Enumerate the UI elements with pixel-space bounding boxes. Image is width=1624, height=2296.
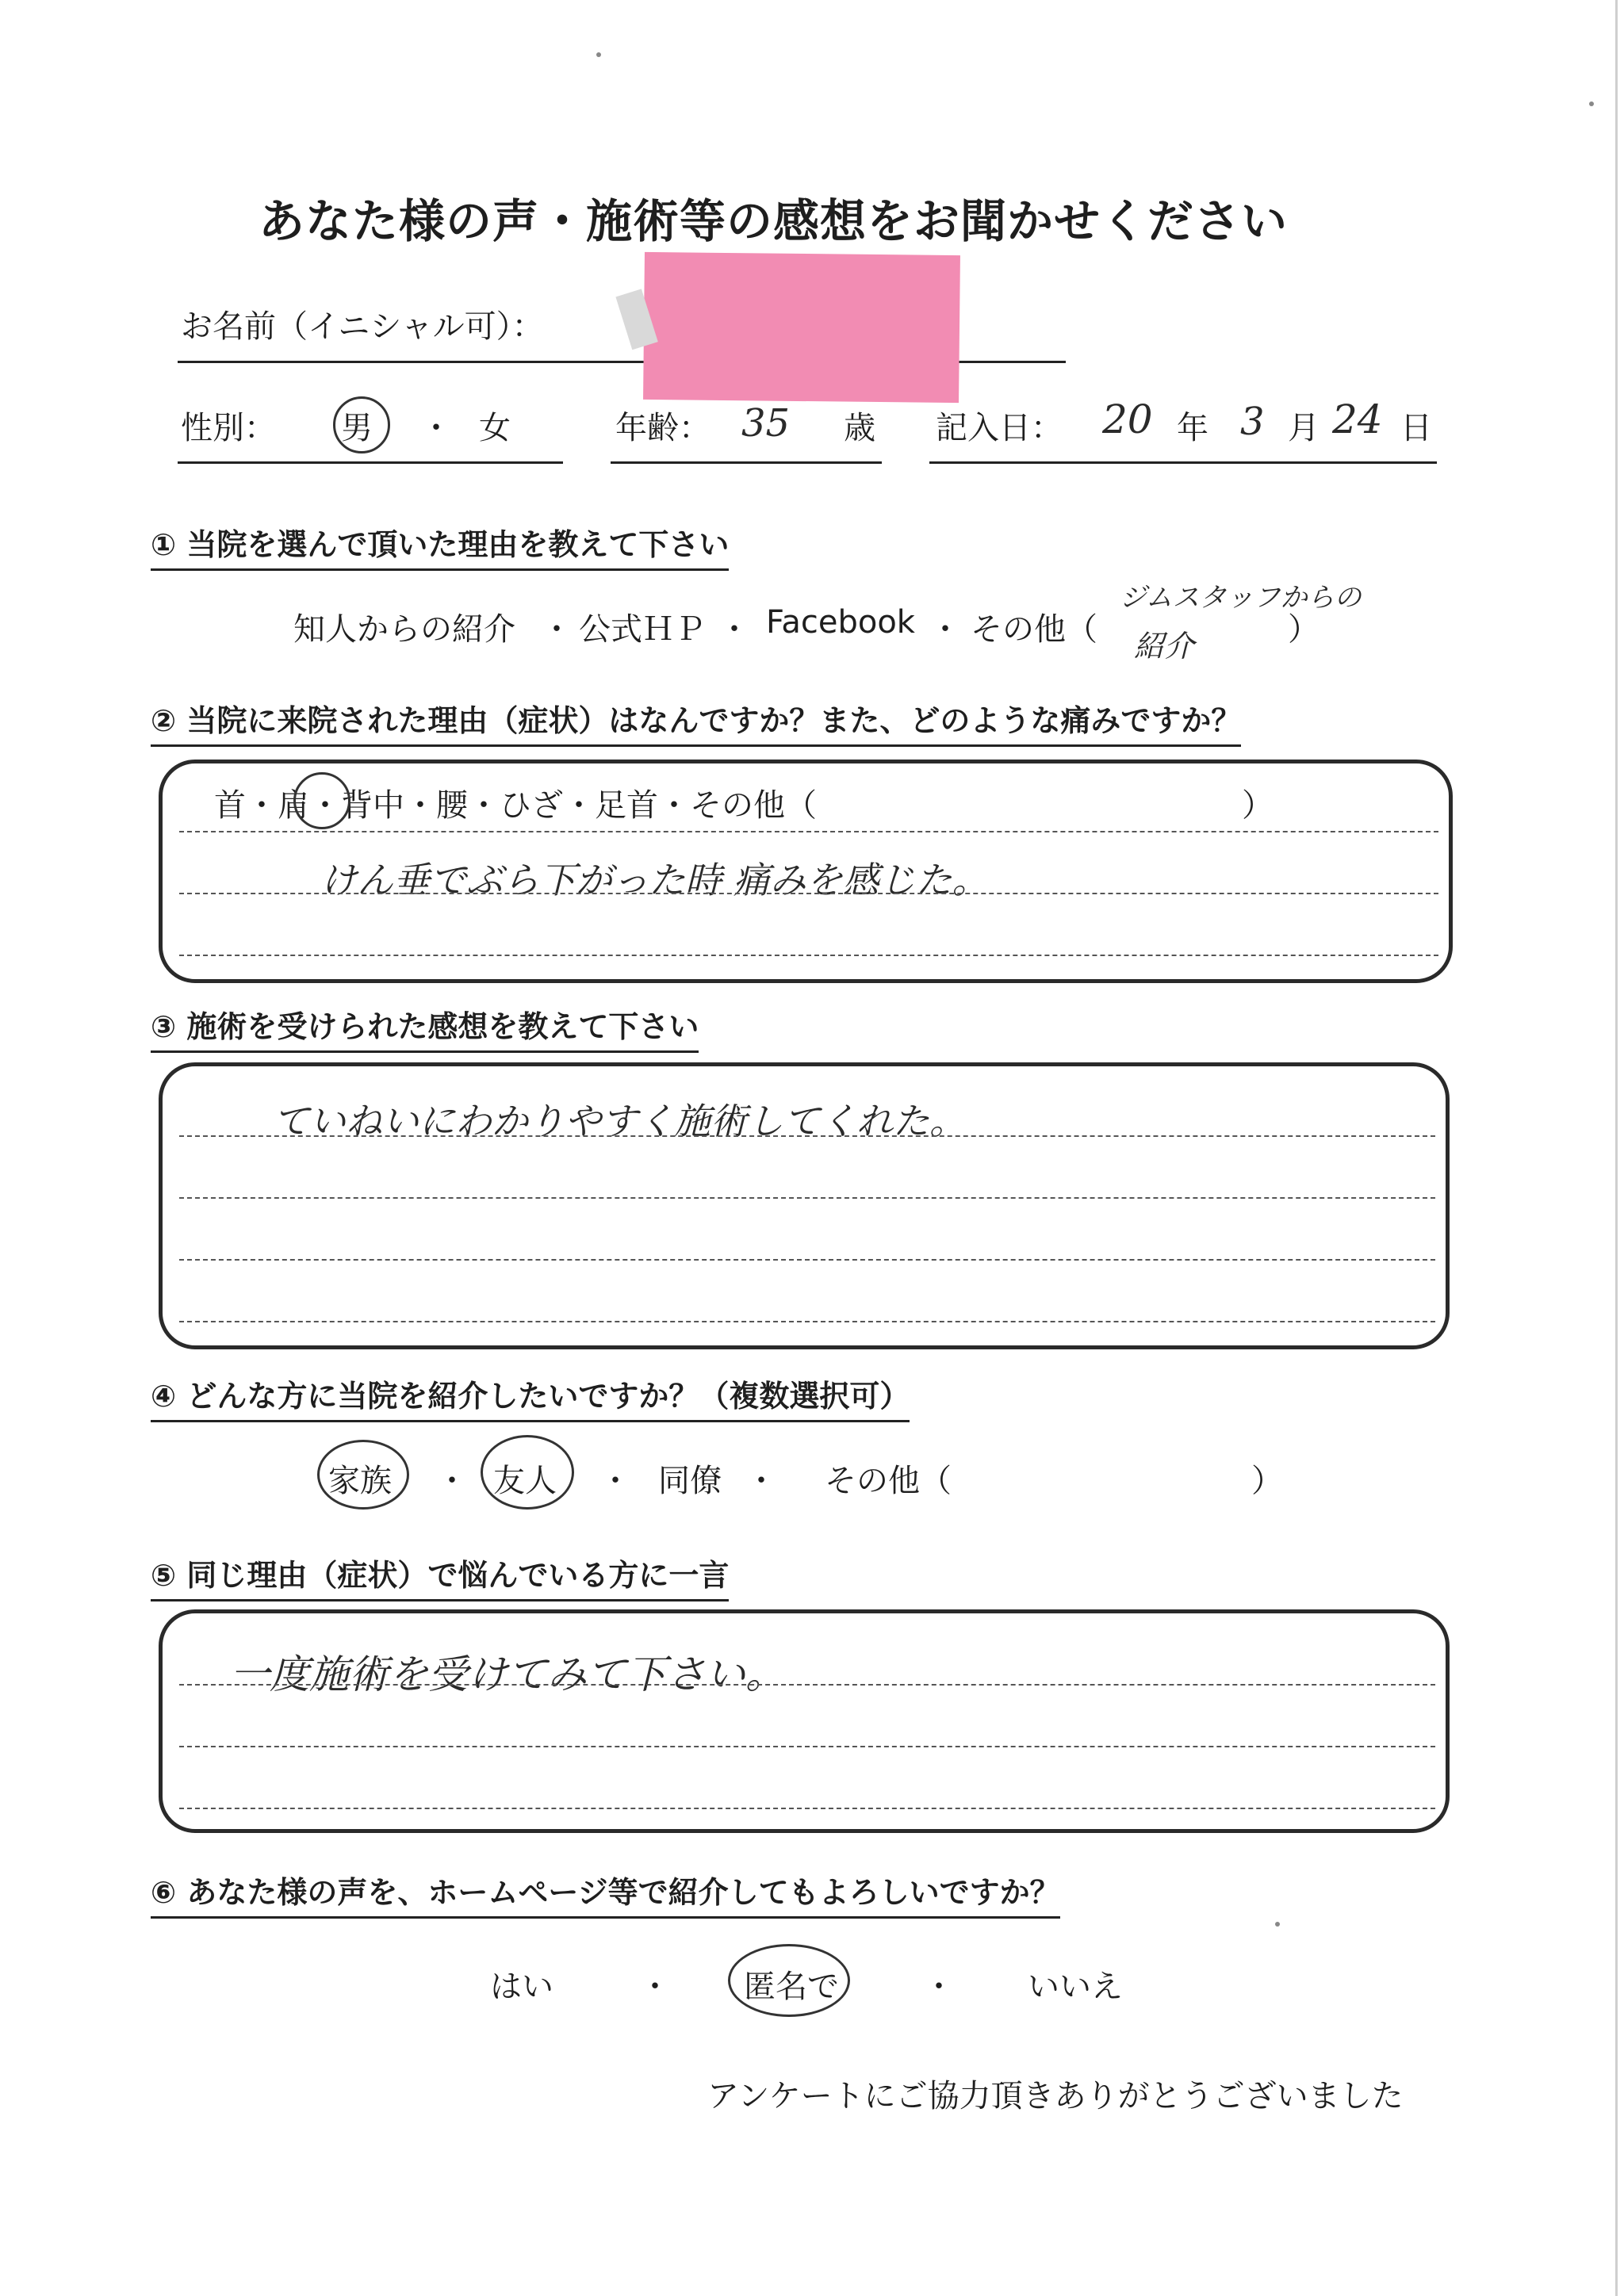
gender-underline — [178, 461, 563, 464]
q4-option-colleague: 同僚 — [658, 1463, 722, 1499]
scan-speck — [596, 52, 601, 57]
q1-option-website: 公式ＨＰ — [579, 611, 706, 648]
q3-line — [179, 1259, 1435, 1261]
date-day-unit: 日 — [1400, 410, 1432, 446]
gender-label: 性別： — [181, 410, 276, 446]
q6-option-no: いいえ — [1028, 1969, 1123, 2005]
q2-symptom-options: 首・肩・背中・腰・ひざ・足首・その他（ — [214, 787, 817, 824]
q5-line — [179, 1684, 1435, 1686]
gender-separator: ・ — [420, 410, 452, 446]
q3-answer: ていねいにわかりやすく施術してくれた。 — [273, 1100, 966, 1142]
q1-heading: ① 当院を選んで頂いた理由を教えて下さい — [151, 520, 729, 571]
scan-speck — [1275, 1922, 1280, 1927]
gender-female: 女 — [479, 410, 511, 446]
privacy-sticker — [643, 252, 960, 403]
q2-shoulder-circle — [293, 772, 350, 829]
age-value: 35 — [741, 401, 791, 446]
name-label: お名前（イニシャル可）： — [181, 308, 544, 345]
q1-option-facebook: Facebook — [766, 604, 915, 641]
q4-friend-circle — [481, 1435, 574, 1510]
date-month: 3 — [1240, 400, 1265, 444]
sticker-tab — [615, 289, 657, 350]
q3-line — [179, 1197, 1435, 1199]
q6-heading: ⑥ あなた様の声を、ホームページ等で紹介してもよろしいですか？ — [151, 1868, 1060, 1919]
q1-separator: ・ — [541, 611, 573, 648]
q2-line — [179, 893, 1438, 894]
q3-line — [179, 1135, 1435, 1137]
q2-line — [179, 955, 1438, 956]
q1-other-handwriting-line2: 紹介 — [1134, 629, 1195, 664]
q1-other-close: ） — [1288, 611, 1320, 648]
q6-separator: ・ — [923, 1969, 955, 2005]
q6-separator: ・ — [639, 1969, 671, 2005]
q4-other-close: ） — [1251, 1463, 1283, 1499]
date-month-unit: 月 — [1288, 410, 1320, 446]
q4-option-family: 家族 — [328, 1463, 392, 1499]
q3-heading: ③ 施術を受けられた感想を教えて下さい — [151, 1002, 699, 1053]
age-underline — [611, 461, 882, 464]
q1-separator: ・ — [718, 611, 750, 648]
q4-option-friend: 友人 — [493, 1463, 557, 1499]
q4-option-other: その他（ — [825, 1463, 952, 1499]
page-edge-shadow — [1615, 0, 1618, 2296]
date-day: 24 — [1332, 396, 1383, 442]
age-unit: 歳 — [844, 410, 875, 446]
q3-line — [179, 1321, 1435, 1322]
date-label: 記入日： — [936, 410, 1063, 446]
q4-heading: ④ どんな方に当院を紹介したいですか？（複数選択可） — [151, 1372, 910, 1422]
q1-option-acquaintance: 知人からの紹介 — [293, 611, 515, 648]
q5-line — [179, 1808, 1435, 1809]
q1-other-handwriting-line1: ジムスタッフからの — [1120, 582, 1362, 614]
form-title: あなた様の声・施術等の感想をお聞かせください — [259, 194, 1289, 248]
q1-separator: ・ — [929, 611, 961, 648]
date-year: 20 — [1102, 396, 1153, 442]
q4-separator: ・ — [599, 1463, 631, 1499]
date-underline — [929, 461, 1437, 464]
q2-answer: けん垂でぶら下がった時 痛みを感じた。 — [320, 859, 989, 901]
q6-anonymous-circle — [728, 1944, 850, 2017]
scan-speck — [1589, 101, 1594, 106]
q4-family-circle — [317, 1440, 409, 1510]
q5-answer: 一度施術を受けてみて下さい。 — [230, 1651, 785, 1697]
q2-line — [179, 831, 1438, 832]
q6-option-yes: はい — [490, 1969, 553, 2005]
q5-heading: ⑤ 同じ理由（症状）で悩んでいる方に一言 — [151, 1551, 729, 1601]
gender-male: 男 — [341, 410, 373, 446]
q4-separator: ・ — [745, 1463, 777, 1499]
q2-other-close: ） — [1242, 787, 1274, 824]
q5-line — [179, 1746, 1435, 1747]
q6-option-anonymous: 匿名で — [744, 1969, 839, 2005]
q1-option-other: その他（ — [971, 611, 1097, 648]
closing-message: アンケートにご協力頂きありがとうございました — [707, 2078, 1404, 2114]
age-label: 年齢： — [615, 410, 710, 446]
q2-heading: ② 当院に来院された理由（症状）はなんですか？また、どのような痛みですか？ — [151, 696, 1241, 747]
q4-separator: ・ — [436, 1463, 468, 1499]
gender-male-circle — [333, 396, 390, 453]
date-year-unit: 年 — [1177, 410, 1208, 446]
